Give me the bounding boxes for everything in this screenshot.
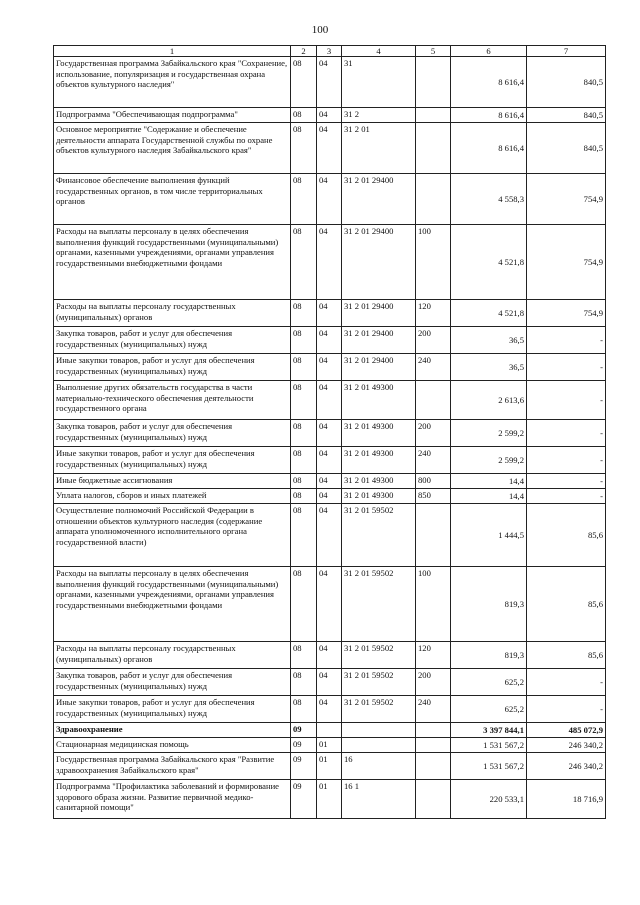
amount-cell: 1 444,5 (451, 504, 527, 567)
target-article-cell: 31 2 01 49300 (342, 381, 416, 420)
subsection-code-cell: 04 (317, 327, 342, 354)
column-header: 6 (451, 46, 527, 57)
amount-cell: 220 533,1 (451, 780, 527, 819)
subsection-code-cell (317, 723, 342, 738)
expense-type-cell (416, 174, 451, 225)
subsection-code-cell: 04 (317, 447, 342, 474)
column-header: 5 (416, 46, 451, 57)
expense-type-cell: 100 (416, 567, 451, 642)
expense-type-cell (416, 723, 451, 738)
row-name-cell: Основное мероприятие "Содержание и обеспечение деятельности аппарата Государственной службы по охране объектов культурного наследия Забайкальского края" (54, 123, 291, 174)
target-article-cell: 31 2 01 49300 (342, 489, 416, 504)
subsection-code-cell: 01 (317, 738, 342, 753)
table-row (54, 225, 606, 300)
subsection-code-cell: 04 (317, 381, 342, 420)
expense-type-cell (416, 753, 451, 780)
section-code-cell: 08 (291, 225, 317, 300)
target-article-cell: 31 2 01 59502 (342, 669, 416, 696)
expense-type-cell: 100 (416, 225, 451, 300)
amount-cell: 14,4 (451, 489, 527, 504)
amount-cell: - (527, 327, 606, 354)
section-code-cell: 09 (291, 738, 317, 753)
expense-type-cell (416, 780, 451, 819)
amount-cell: 819,3 (451, 642, 527, 669)
amount-cell: 840,5 (527, 123, 606, 174)
target-article-cell: 16 (342, 753, 416, 780)
target-article-cell: 31 2 01 29400 (342, 327, 416, 354)
expense-type-cell: 200 (416, 420, 451, 447)
row-name-cell: Уплата налогов, сборов и иных платежей (54, 489, 291, 504)
table-row (54, 123, 606, 174)
row-name-cell: Иные закупки товаров, работ и услуг для обеспечения государственных (муниципальных) нужд (54, 447, 291, 474)
expense-type-cell (416, 123, 451, 174)
amount-cell: 2 613,6 (451, 381, 527, 420)
section-code-cell: 08 (291, 420, 317, 447)
amount-cell: 754,9 (527, 300, 606, 327)
subsection-code-cell: 04 (317, 300, 342, 327)
amount-cell: 36,5 (451, 327, 527, 354)
subsection-code-cell: 04 (317, 57, 342, 108)
table-row (54, 174, 606, 225)
subsection-code-cell: 04 (317, 225, 342, 300)
target-article-cell (342, 738, 416, 753)
section-code-cell: 08 (291, 327, 317, 354)
amount-cell: 18 716,9 (527, 780, 606, 819)
row-name-cell: Подпрограмма "Обеспечивающая подпрограмма" (54, 108, 291, 123)
row-name-cell: Расходы на выплаты персоналу в целях обеспечения выполнения функций государственными (муниципальными) органами, казенными учреждениями, органами управления государственными внебюджетными фондами (54, 225, 291, 300)
amount-cell: 4 521,8 (451, 225, 527, 300)
section-code-cell: 09 (291, 753, 317, 780)
expense-type-cell (416, 738, 451, 753)
subsection-code-cell: 04 (317, 504, 342, 567)
amount-cell: 8 616,4 (451, 57, 527, 108)
subsection-code-cell: 01 (317, 753, 342, 780)
subsection-code-cell: 04 (317, 696, 342, 723)
section-code-cell: 08 (291, 504, 317, 567)
table-row (54, 642, 606, 669)
budget-table (53, 45, 606, 819)
target-article-cell: 31 2 01 49300 (342, 447, 416, 474)
section-code-cell: 08 (291, 696, 317, 723)
expense-type-cell (416, 108, 451, 123)
expense-type-cell: 850 (416, 489, 451, 504)
amount-cell: 14,4 (451, 474, 527, 489)
table-row (54, 723, 606, 738)
table-row (54, 696, 606, 723)
target-article-cell (342, 723, 416, 738)
row-name-cell: Финансовое обеспечение выполнения функций государственных органов, в том числе территориальных органов (54, 174, 291, 225)
amount-cell: - (527, 381, 606, 420)
target-article-cell: 31 2 01 29400 (342, 300, 416, 327)
section-code-cell: 08 (291, 174, 317, 225)
row-name-cell: Иные закупки товаров, работ и услуг для обеспечения государственных (муниципальных) нужд (54, 696, 291, 723)
section-code-cell: 08 (291, 642, 317, 669)
target-article-cell: 31 2 01 59502 (342, 567, 416, 642)
table-row (54, 504, 606, 567)
table-row (54, 300, 606, 327)
row-name-cell: Расходы на выплаты персоналу в целях обеспечения выполнения функций государственными (муниципальными) органами, казенными учреждениями, органами управления государственными внебюджетными фондами (54, 567, 291, 642)
amount-cell: - (527, 696, 606, 723)
column-header: 3 (317, 46, 342, 57)
target-article-cell: 31 2 01 29400 (342, 225, 416, 300)
section-code-cell: 08 (291, 300, 317, 327)
section-code-cell: 09 (291, 780, 317, 819)
section-code-cell: 08 (291, 447, 317, 474)
amount-cell: 8 616,4 (451, 123, 527, 174)
target-article-cell: 31 2 (342, 108, 416, 123)
subsection-code-cell: 04 (317, 123, 342, 174)
amount-cell: 1 531 567,2 (451, 753, 527, 780)
row-name-cell: Здравоохранение (54, 723, 291, 738)
table-row (54, 57, 606, 108)
target-article-cell: 31 2 01 29400 (342, 354, 416, 381)
column-header: 7 (527, 46, 606, 57)
amount-cell: - (527, 474, 606, 489)
subsection-code-cell: 04 (317, 108, 342, 123)
amount-cell: 36,5 (451, 354, 527, 381)
amount-cell: 246 340,2 (527, 738, 606, 753)
amount-cell: 2 599,2 (451, 420, 527, 447)
amount-cell: 85,6 (527, 567, 606, 642)
subsection-code-cell: 04 (317, 354, 342, 381)
section-code-cell: 08 (291, 123, 317, 174)
subsection-code-cell: 04 (317, 174, 342, 225)
expense-type-cell: 240 (416, 354, 451, 381)
section-code-cell: 08 (291, 381, 317, 420)
section-code-cell: 08 (291, 474, 317, 489)
row-name-cell: Расходы на выплаты персоналу государственных (муниципальных) органов (54, 300, 291, 327)
row-name-cell: Подпрограмма "Профилактика заболеваний и формирование здорового образа жизни. Развитие первичной медико-санитарной помощи" (54, 780, 291, 819)
amount-cell: 85,6 (527, 642, 606, 669)
row-name-cell: Государственная программа Забайкальского края "Развитие здравоохранения Забайкальского края" (54, 753, 291, 780)
amount-cell: 2 599,2 (451, 447, 527, 474)
amount-cell: 3 397 844,1 (451, 723, 527, 738)
table-row (54, 780, 606, 819)
table-row (54, 108, 606, 123)
table-row (54, 489, 606, 504)
subsection-code-cell: 04 (317, 420, 342, 447)
target-article-cell: 31 2 01 59502 (342, 642, 416, 669)
target-article-cell: 31 (342, 57, 416, 108)
amount-cell: 754,9 (527, 225, 606, 300)
expense-type-cell: 200 (416, 669, 451, 696)
amount-cell: 1 531 567,2 (451, 738, 527, 753)
expense-type-cell: 800 (416, 474, 451, 489)
expense-type-cell: 240 (416, 696, 451, 723)
row-name-cell: Государственная программа Забайкальского края "Сохранение, использование, популяризация и государственная охрана объектов культурного наследия" (54, 57, 291, 108)
table-header-row (54, 46, 606, 57)
row-name-cell: Стационарная медицинская помощь (54, 738, 291, 753)
amount-cell: - (527, 420, 606, 447)
target-article-cell: 31 2 01 59502 (342, 696, 416, 723)
table-row (54, 447, 606, 474)
row-name-cell: Выполнение других обязательств государства в части материально-технического обеспечения деятельности государственного органа (54, 381, 291, 420)
target-article-cell: 31 2 01 29400 (342, 174, 416, 225)
subsection-code-cell: 04 (317, 489, 342, 504)
row-name-cell: Иные закупки товаров, работ и услуг для обеспечения государственных (муниципальных) нужд (54, 354, 291, 381)
amount-cell: - (527, 489, 606, 504)
row-name-cell: Расходы на выплаты персоналу государственных (муниципальных) органов (54, 642, 291, 669)
amount-cell: - (527, 669, 606, 696)
section-code-cell: 08 (291, 354, 317, 381)
expense-type-cell (416, 504, 451, 567)
amount-cell: - (527, 447, 606, 474)
section-code-cell: 08 (291, 108, 317, 123)
amount-cell: 85,6 (527, 504, 606, 567)
amount-cell: - (527, 354, 606, 381)
amount-cell: 754,9 (527, 174, 606, 225)
section-code-cell: 08 (291, 57, 317, 108)
expense-type-cell (416, 57, 451, 108)
table-row (54, 327, 606, 354)
target-article-cell: 31 2 01 (342, 123, 416, 174)
section-code-cell: 08 (291, 669, 317, 696)
subsection-code-cell: 01 (317, 780, 342, 819)
expense-type-cell: 240 (416, 447, 451, 474)
section-code-cell: 09 (291, 723, 317, 738)
subsection-code-cell: 04 (317, 474, 342, 489)
amount-cell: 8 616,4 (451, 108, 527, 123)
section-code-cell: 08 (291, 489, 317, 504)
table-row (54, 474, 606, 489)
expense-type-cell: 120 (416, 300, 451, 327)
table-row (54, 420, 606, 447)
row-name-cell: Осуществление полномочий Российской Федерации в отношении объектов культурного наследия (содержание аппарата уполномоченного исполнительного органа государственной власти) (54, 504, 291, 567)
expense-type-cell: 200 (416, 327, 451, 354)
subsection-code-cell: 04 (317, 642, 342, 669)
row-name-cell: Иные бюджетные ассигнования (54, 474, 291, 489)
amount-cell: 625,2 (451, 669, 527, 696)
table-row (54, 669, 606, 696)
page-number: 100 (311, 24, 329, 36)
section-code-cell: 08 (291, 567, 317, 642)
amount-cell: 485 072,9 (527, 723, 606, 738)
target-article-cell: 16 1 (342, 780, 416, 819)
amount-cell: 840,5 (527, 108, 606, 123)
row-name-cell: Закупка товаров, работ и услуг для обеспечения государственных (муниципальных) нужд (54, 420, 291, 447)
amount-cell: 4 521,8 (451, 300, 527, 327)
expense-type-cell: 120 (416, 642, 451, 669)
amount-cell: 840,5 (527, 57, 606, 108)
amount-cell: 819,3 (451, 567, 527, 642)
table-row (54, 753, 606, 780)
row-name-cell: Закупка товаров, работ и услуг для обеспечения государственных (муниципальных) нужд (54, 327, 291, 354)
table-row (54, 738, 606, 753)
table-row (54, 567, 606, 642)
row-name-cell: Закупка товаров, работ и услуг для обеспечения государственных (муниципальных) нужд (54, 669, 291, 696)
table-row (54, 381, 606, 420)
amount-cell: 246 340,2 (527, 753, 606, 780)
target-article-cell: 31 2 01 59502 (342, 504, 416, 567)
subsection-code-cell: 04 (317, 567, 342, 642)
amount-cell: 4 558,3 (451, 174, 527, 225)
column-header: 4 (342, 46, 416, 57)
column-header: 1 (54, 46, 291, 57)
expense-type-cell (416, 381, 451, 420)
subsection-code-cell: 04 (317, 669, 342, 696)
amount-cell: 625,2 (451, 696, 527, 723)
table-row (54, 354, 606, 381)
target-article-cell: 31 2 01 49300 (342, 474, 416, 489)
target-article-cell: 31 2 01 49300 (342, 420, 416, 447)
column-header: 2 (291, 46, 317, 57)
